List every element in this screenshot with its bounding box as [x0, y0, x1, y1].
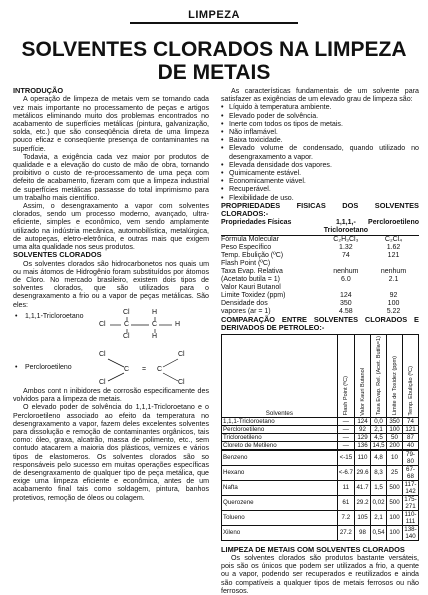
- table-cell: 14,5: [372, 441, 385, 449]
- properties-table: [221, 219, 419, 316]
- table-row: [221, 292, 419, 300]
- table-cell: 350: [340, 299, 352, 307]
- table-cell: 121: [403, 425, 419, 433]
- table-header-cell: [387, 335, 403, 417]
- table-cell: Limite Toxidez (ppm): [221, 291, 286, 299]
- solventes-heading: SOLVENTES CLORADOS: [13, 250, 102, 260]
- table-header-cell: Solventes: [222, 335, 338, 417]
- per-atom: Cl: [178, 378, 185, 386]
- table-cell: 350: [387, 417, 403, 425]
- intro-paragraph-1: A operação de limpeza de metais vem se tornando cada vez mais importante no processamento de peças e artigos metálicos eliminando muito dos problemas encontrados no acabamento de superfícies metálicas (pintura, galvanização, solda, etc.) que são conseqüência direta de uma limpeza pouco eficaz e conseqüente presença de contaminantes na superfície.: [13, 95, 209, 153]
- table-cell: Nafta: [222, 480, 338, 495]
- table-cell: 29.6: [355, 465, 371, 480]
- table-cell: Xileno: [222, 525, 338, 540]
- table-header-cell: [403, 335, 419, 417]
- table-row: [221, 244, 419, 252]
- right-column: [221, 87, 419, 595]
- per-atom: Cl: [99, 350, 106, 358]
- table-cell: 67-68: [403, 465, 419, 480]
- table-cell: Tolueno: [222, 510, 338, 525]
- table-header-cell: 1,1,1,-Tricloroetano: [323, 218, 369, 234]
- table-row: [222, 425, 419, 433]
- section-header: LIMPEZA: [130, 8, 298, 24]
- characteristics-paragraph: As características fundamentais de um solvente para satisfazer as exigências de um elevado grau de limpeza são:: [221, 87, 419, 104]
- table-row: [222, 441, 419, 450]
- table-cell: [324, 260, 368, 268]
- tca-atom: Cl: [123, 332, 130, 340]
- table-row: [222, 510, 419, 525]
- header-text: Valor Kauri Butanol: [359, 367, 366, 416]
- table-cell: 2.1: [388, 275, 399, 283]
- table-cell: 6.0: [341, 275, 351, 283]
- per-atom: C: [157, 365, 163, 373]
- props-heading: PROPRIEDADES FISICAS DOS SOLVENTES CLORADOS:-: [221, 200, 419, 219]
- title-line-2: DE METAIS: [157, 61, 271, 84]
- table-cell: 110: [355, 450, 371, 466]
- table-cell: —: [337, 441, 354, 450]
- table-cell: [324, 284, 368, 292]
- title-line-1: SOLVENTES CLORADOS NA LIMPEZA: [21, 38, 407, 61]
- table-cell: Taxa Evap. Relativa: [221, 267, 283, 275]
- table-cell: 117-142: [403, 480, 419, 495]
- list-item: • Recuperável.: [221, 185, 419, 193]
- tca-atom: Cl: [99, 320, 106, 328]
- table-row: [221, 284, 419, 292]
- table-cell: Temp. Ebulição (ºC): [221, 251, 284, 259]
- table-cell: 1,5: [371, 480, 387, 495]
- table-cell: Fórmula Molecular: [221, 235, 279, 243]
- per-atom: Cl: [99, 378, 106, 386]
- table-header-cell: Propriedades Físicas: [221, 219, 324, 236]
- table-cell: 41.7: [355, 480, 371, 495]
- table-cell: Benzeno: [222, 450, 338, 466]
- table-row: [222, 450, 419, 466]
- table-row: [221, 235, 419, 244]
- table-cell: 138-140: [404, 525, 417, 540]
- header-text: Limite de Toxidez (ppm): [391, 356, 398, 416]
- table-row: [222, 433, 419, 441]
- table-cell: 2,1: [371, 425, 387, 433]
- tca-atom: H: [152, 308, 158, 316]
- table-header-row: [222, 335, 419, 417]
- table-cell: nenhum: [380, 267, 407, 275]
- table-cell: 7.2: [337, 510, 354, 525]
- limpeza-paragraph: Os solventes clorados são produtos bastante versáteis, pois são os únicos que podem ser utilizados a frio, a quente ou a vapor, podendo ser recuperados e reutilizados e ainda são compatíveis a qualquer tipos de metais ferrosos ou não ferrosos.: [221, 554, 419, 595]
- table-row: [222, 525, 419, 540]
- list-item: • Baixa toxicidade.: [221, 136, 419, 144]
- table-row: [221, 252, 419, 260]
- list-item: • Elevado poder de solvência.: [221, 112, 419, 120]
- tca-atom: C: [124, 320, 130, 328]
- list-item: • Elevado volume de condensado, quando utilizado no desengraxamento a vapor.: [221, 144, 419, 160]
- table-cell: Tricloroetileno: [222, 433, 338, 441]
- table-header-cell: [355, 335, 371, 417]
- table-cell: 61: [337, 495, 354, 510]
- table-cell: 79-80: [403, 450, 419, 466]
- table-cell: 1.32: [339, 243, 353, 251]
- table-cell: 100: [387, 510, 403, 525]
- list-item: • Líquido à temperatura ambiente.: [221, 103, 419, 111]
- table-cell: —: [337, 433, 354, 441]
- characteristics-list: [221, 103, 419, 201]
- tca-atom: Cl: [123, 308, 130, 316]
- table-cell: (Acetato butila = 1): [221, 275, 280, 283]
- bullet-dot: •: [15, 312, 18, 320]
- table-cell: 40: [403, 441, 419, 450]
- intro-paragraph-2: Todavia, a exigência cada vez maior por produtos de qualidade e a elevação do custo de mão de obra, tornando proibitivo o custo de re-processamento de uma peça com defeito de acabamento, fizeram com que a limpeza industrial de superfícies metálicas passasse do total imprimismo para um trabalho mais científico.: [13, 152, 209, 202]
- intro-heading: INTRODUÇÃO: [13, 86, 64, 95]
- table-cell: 74: [403, 417, 419, 425]
- table-cell: 124: [340, 291, 352, 299]
- table-cell: Percloroetileno: [222, 425, 338, 433]
- bond-lines: [13, 309, 209, 387]
- table-cell: vapores (ar = 1): [221, 307, 271, 315]
- table-cell: C₂Cl₄: [384, 235, 403, 243]
- tca-atom: H: [175, 320, 181, 328]
- table-cell: 175-271: [404, 495, 417, 510]
- table-row: [221, 300, 419, 308]
- table-cell: Peso Específico: [221, 243, 272, 251]
- table-row: [222, 465, 419, 480]
- table-cell: 0,54: [371, 525, 387, 540]
- table-cell: 105: [355, 510, 371, 525]
- table-cell: <-15: [337, 450, 354, 466]
- chemical-structures: [13, 309, 209, 387]
- intro-paragraph-3: Assim, o desengraxamento a vapor com solventes clorados, sendo um processo moderno, avançado, ultra-eficiente, simples e econômico, vem sendo amplamente utilizado na indústria mecânica, automobilística, metalúrgica, de autopeças, eletro-eletrônica, e outras mais que exigem uma alta qualidade nos seus produtos.: [13, 202, 209, 252]
- table-cell: 0,02: [371, 495, 387, 510]
- table-cell: 500: [387, 480, 403, 495]
- table-cell: 4,8: [371, 450, 387, 466]
- table-row: [221, 260, 419, 268]
- table-cell: 92: [389, 291, 398, 299]
- table-cell: 50: [387, 433, 403, 441]
- list-item: • Elevada densidade dos vapores.: [221, 161, 419, 169]
- table-cell: 110-111: [403, 510, 419, 525]
- table-cell: 5.22: [386, 307, 401, 315]
- table-row: [222, 480, 419, 495]
- table-cell: 136: [355, 441, 371, 450]
- solventes-paragraph-2: Ambos cont n inibidores de corrosão especificamente des volvidos para a limpeza de metais.: [13, 386, 209, 404]
- table-header-row: [221, 219, 419, 236]
- header-text: Taxa Evap. Rel. (Acet. Butila=1): [375, 336, 382, 416]
- per-atom: Cl: [178, 350, 185, 358]
- bullet-dot: •: [15, 363, 18, 371]
- table-cell: Valor Kauri Butanol: [221, 283, 281, 291]
- per-atom: C: [124, 365, 130, 373]
- table-header-cell: [371, 335, 387, 417]
- tca-label: 1,1,1-Tricloroetano: [25, 312, 84, 320]
- per-atom: =: [142, 365, 147, 373]
- comparison-heading: COMPARAÇÃO ENTRE SOLVENTES CLORADOS E DERIVADOS DE PETROLEO:-: [221, 314, 419, 333]
- list-item: • Quimicamente estável.: [221, 169, 419, 177]
- list-item: • Economicamente viável.: [221, 177, 419, 185]
- table-header-cell: Percloroetileno: [368, 219, 419, 236]
- table-cell: —: [337, 417, 354, 425]
- table-cell: 4.58: [339, 307, 353, 315]
- table-cell: 1.62: [386, 243, 401, 251]
- table-cell: 25: [387, 465, 403, 480]
- table-cell: 11: [337, 480, 354, 495]
- table-cell: 100: [387, 525, 403, 540]
- table-cell: 10: [387, 450, 403, 466]
- table-cell: Cloreto de Metileno: [222, 441, 338, 450]
- header-text: Temp. Ebulição (ºC): [407, 366, 414, 416]
- table-cell: 74: [341, 251, 350, 259]
- table-cell: 124: [355, 417, 371, 425]
- table-cell: 92: [355, 425, 371, 433]
- table-cell: [368, 284, 419, 292]
- table-cell: Hexano: [222, 465, 338, 480]
- list-item: • Flexibilidade de uso.: [221, 194, 419, 202]
- table-cell: 8,3: [371, 465, 387, 480]
- table-cell: [368, 260, 419, 268]
- table-cell: 98: [355, 525, 371, 540]
- article-title: [8, 38, 420, 84]
- table-cell: 4,5: [371, 433, 387, 441]
- table-cell: 87: [403, 433, 419, 441]
- table-cell: 27.2: [337, 525, 354, 540]
- table-cell: 100: [387, 299, 400, 307]
- header-text: Flash Point (ºC): [342, 376, 349, 416]
- table-cell: 121: [387, 251, 400, 259]
- table-row: [222, 495, 419, 510]
- table-row: [221, 276, 419, 284]
- table-cell: —: [337, 425, 354, 433]
- list-item: • Não inflamável.: [221, 128, 419, 136]
- tca-atom: C: [152, 320, 158, 328]
- table-cell: 200: [387, 441, 403, 450]
- table-cell: 100: [387, 425, 403, 433]
- limpeza-heading: LIMPEZA DE METAIS COM SOLVENTES CLORADOS: [221, 544, 405, 554]
- left-column: [13, 87, 209, 502]
- table-cell: Flash Point (ºC): [221, 259, 271, 267]
- table-row: [222, 417, 419, 425]
- tca-atom: H: [152, 332, 158, 340]
- table-cell: 129: [355, 433, 371, 441]
- table-cell: 500: [387, 495, 403, 510]
- per-label: Percloroetileno: [25, 363, 72, 371]
- table-cell: Densidade dos: [221, 299, 268, 307]
- table-row: [221, 268, 419, 276]
- solventes-paragraph-1: Os solventes clorados são hidrocarbonetos nos quais um ou mais átomos de Hidrogênio foram substituídos por átomos de Cloro. No mercado brasileiro, existem dois tipos de solventes clorados, que são utilizados para o desengraxamento a frio ou a vapor de peças metálicas. São eles:: [13, 259, 209, 309]
- table-cell: 29.2: [355, 495, 371, 510]
- table-cell: 1,1,1-Tricloroetano: [222, 417, 338, 425]
- table-cell: 0,0: [371, 417, 387, 425]
- table-cell: <-6.7: [337, 465, 354, 480]
- table-cell: Querozene: [222, 495, 338, 510]
- comparison-table: [221, 334, 419, 540]
- solventes-paragraph-3: O elevado poder de solvência do 1,1,1-Tricloroetano e o Percloroetileno associado ao efeito da temperatura no desengraxamento a vapor, fazem deles excelentes solventes para dissolução e remoção de contaminantes orgânicos, tais como: óleo, graxa, alcatrão, massa de polimento, etc., sem contudo atacarem a maioria dos plásticos, vernizes e vários tipos de elastomeros. Os solventes clorados são so responsáveis pelo sucesso em muitas operações específicas de desengraxamento de qualquer tipo de peça metálica, que exige uma limpeza eficiente e econômica, antes de um acabamento final tais como soldagem, pintura, banhos protetivos, remoção de óleos ou colagem.: [13, 403, 209, 502]
- table-cell: nenhum: [333, 267, 359, 275]
- table-header-cell: [337, 335, 354, 417]
- list-item: • Inerte com todos os tipos de metais.: [221, 120, 419, 128]
- table-cell: C₂H₃Cl₃: [333, 235, 359, 243]
- table-cell: 2,1: [371, 510, 387, 525]
